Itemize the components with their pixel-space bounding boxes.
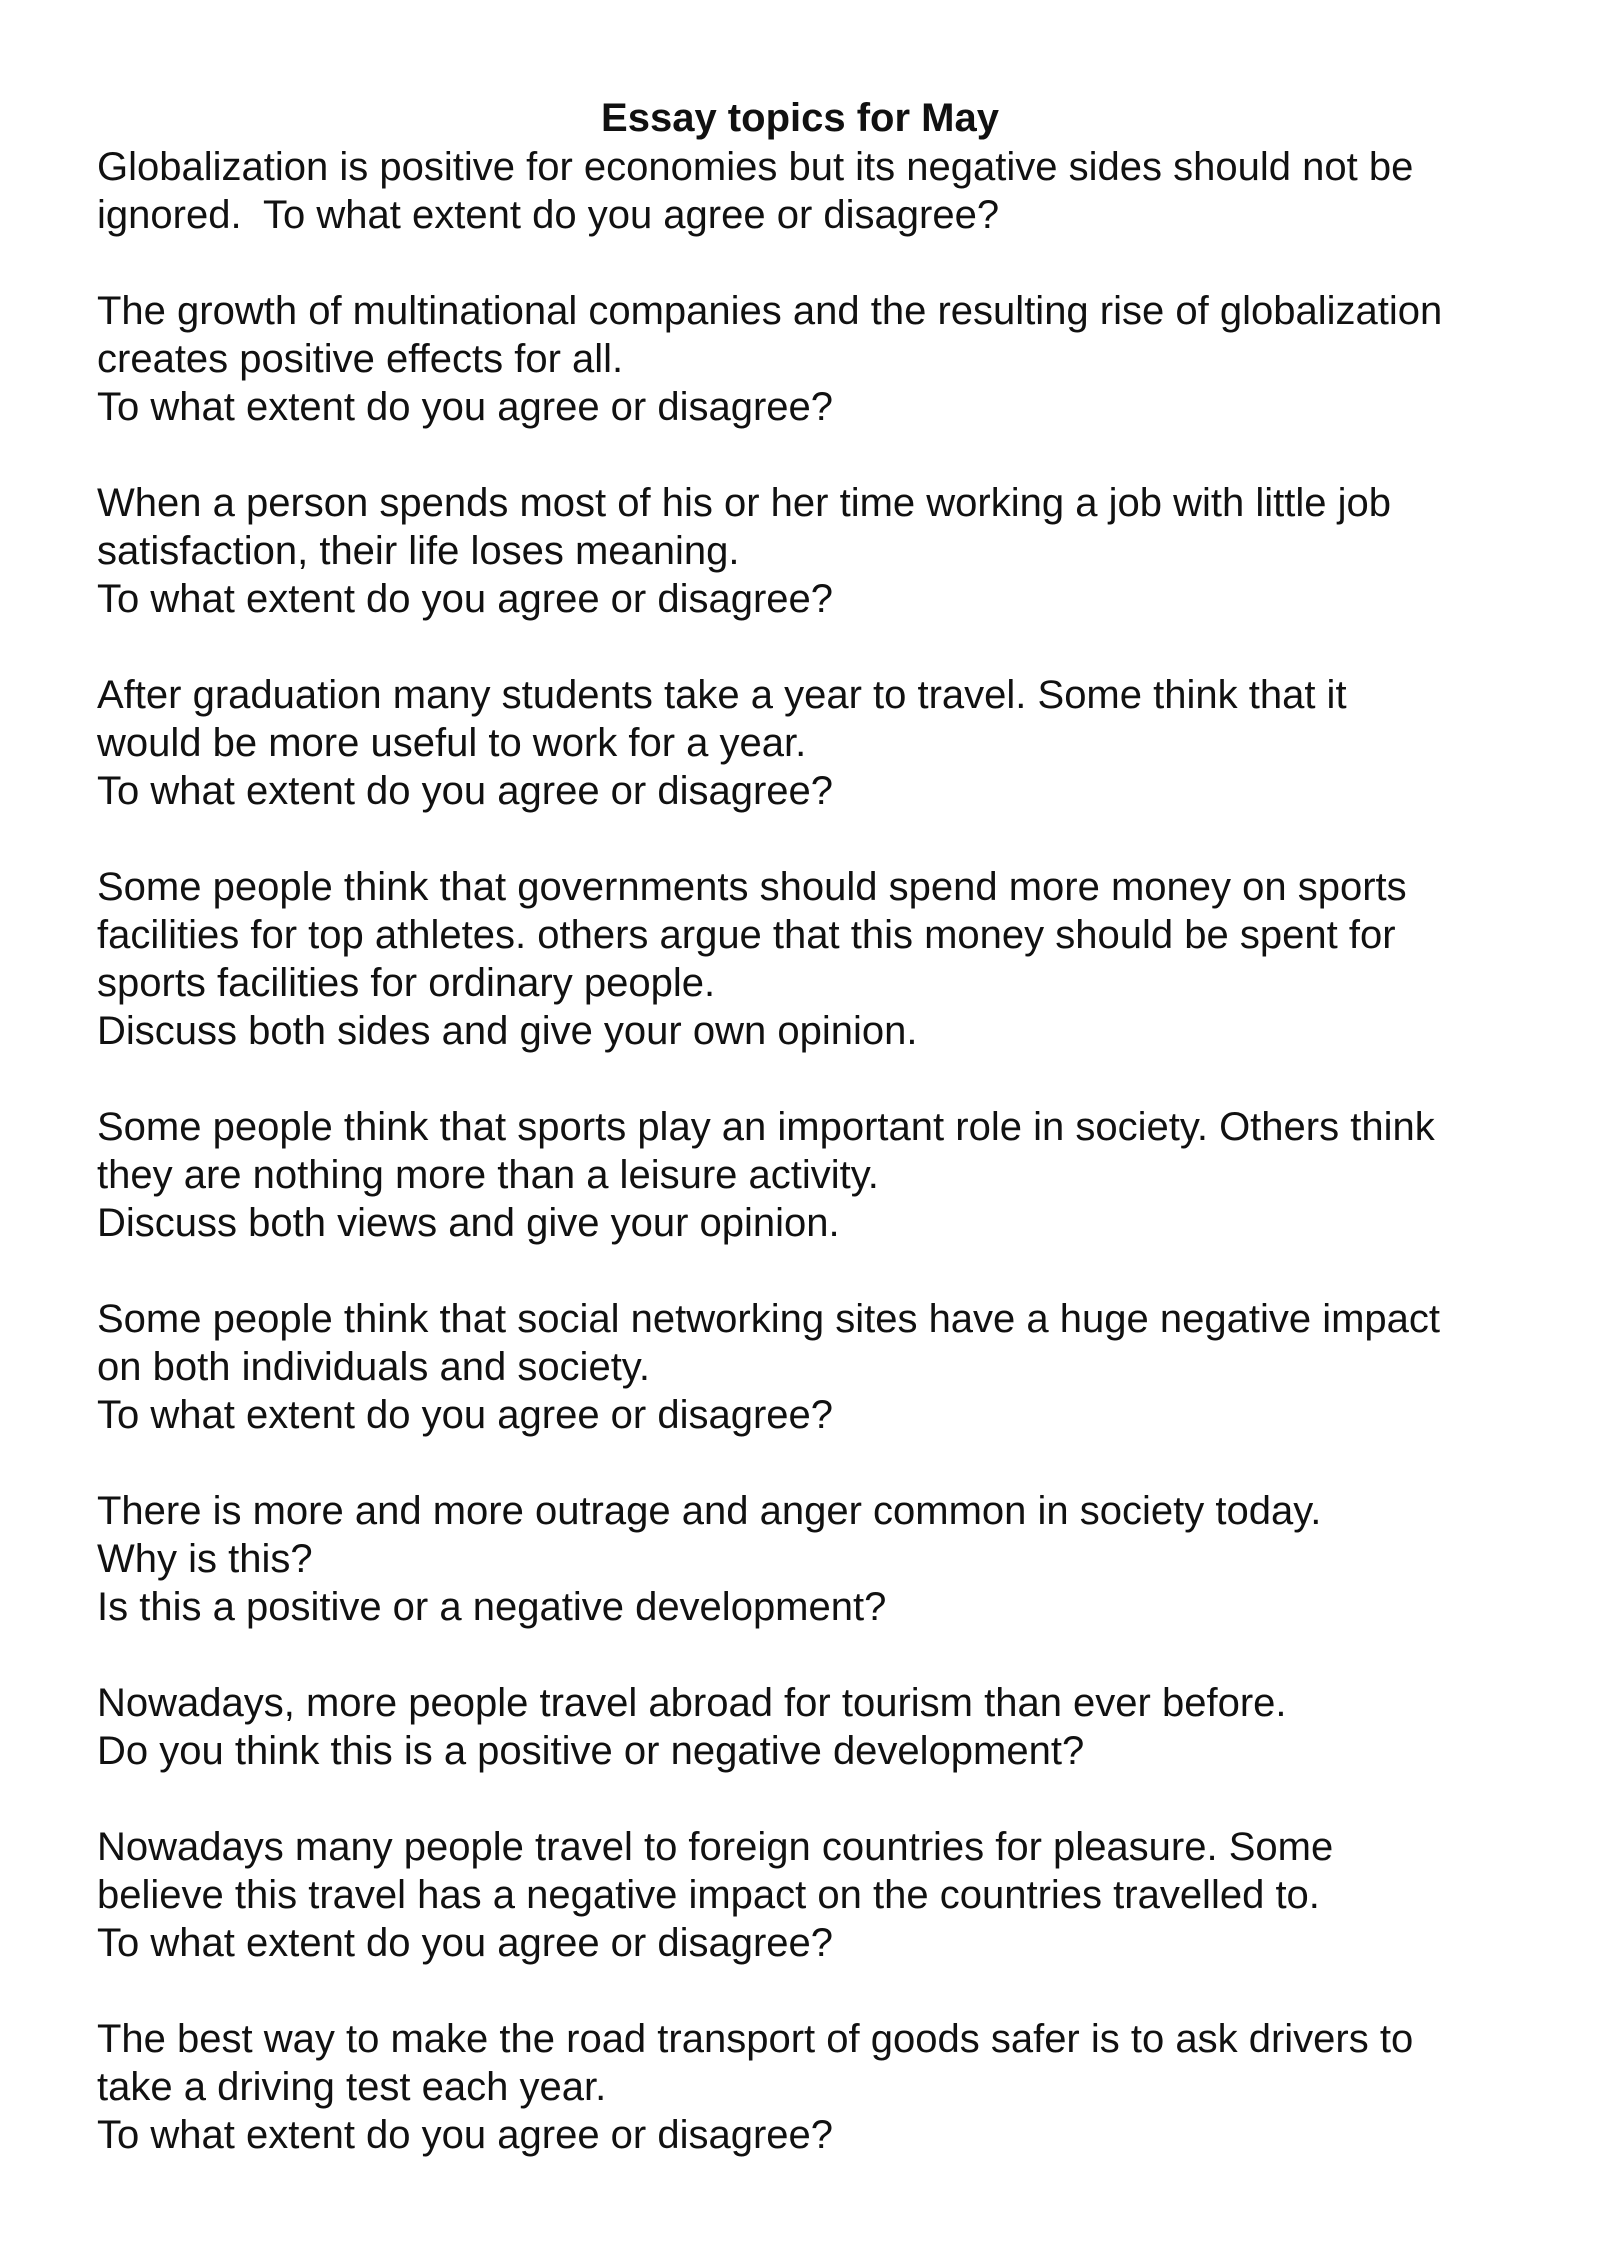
topic-line: When a person spends most of his or her time working a job with little job xyxy=(97,481,1391,525)
essay-topic xyxy=(97,863,1557,1055)
topic-line: The best way to make the road transport of goods safer is to ask drivers to xyxy=(97,2017,1414,2061)
topic-line: satisfaction, their life loses meaning. xyxy=(97,529,740,573)
topic-line: facilities for top athletes. others argue that this money should be spent for xyxy=(97,913,1396,957)
topic-line: Discuss both views and give your opinion. xyxy=(97,1201,840,1245)
essay-topic xyxy=(97,671,1557,815)
topic-line: creates positive effects for all. xyxy=(97,337,624,381)
topic-line: ignored. To what extent do you agree or disagree? xyxy=(97,193,1000,237)
essay-topic xyxy=(97,1103,1557,1247)
topic-line: they are nothing more than a leisure activity. xyxy=(97,1153,879,1197)
topic-line: sports facilities for ordinary people. xyxy=(97,961,716,1005)
topic-line: Why is this? xyxy=(97,1537,313,1581)
essay-topic xyxy=(97,1679,1557,1775)
topic-line: After graduation many students take a year to travel. Some think that it xyxy=(97,673,1347,717)
topic-line: would be more useful to work for a year. xyxy=(97,721,807,765)
essay-topic xyxy=(97,1823,1557,1967)
topic-line: Some people think that social networking sites have a huge negative impact xyxy=(97,1297,1441,1341)
essay-topic xyxy=(97,2015,1557,2159)
topic-line: Nowadays many people travel to foreign countries for pleasure. Some xyxy=(97,1825,1334,1869)
topic-line: To what extent do you agree or disagree? xyxy=(97,2113,834,2157)
topic-line: To what extent do you agree or disagree? xyxy=(97,1921,834,1965)
topic-line: Globalization is positive for economies but its negative sides should not be xyxy=(97,145,1414,189)
essay-topic xyxy=(97,287,1557,431)
essay-topic xyxy=(97,1487,1557,1631)
topic-line: Nowadays, more people travel abroad for tourism than ever before. xyxy=(97,1681,1287,1725)
topic-line: believe this travel has a negative impact on the countries travelled to. xyxy=(97,1873,1320,1917)
topic-line: take a driving test each year. xyxy=(97,2065,607,2109)
topic-line: The growth of multinational companies and the resulting rise of globalization xyxy=(97,289,1443,333)
topic-line: Some people think that sports play an important role in society. Others think xyxy=(97,1105,1435,1149)
document-title: Essay topics for May xyxy=(601,96,999,140)
topic-line: Some people think that governments should spend more money on sports xyxy=(97,865,1407,909)
essay-topic xyxy=(97,479,1557,623)
topic-line: To what extent do you agree or disagree? xyxy=(97,1393,834,1437)
topic-line: To what extent do you agree or disagree? xyxy=(97,385,834,429)
essay-topic xyxy=(97,1295,1557,1439)
topic-line: Discuss both sides and give your own opinion. xyxy=(97,1009,918,1053)
topic-list xyxy=(97,143,1557,2207)
topic-line: on both individuals and society. xyxy=(97,1345,650,1389)
essay-topic xyxy=(97,143,1557,239)
topic-line: Do you think this is a positive or negative development? xyxy=(97,1729,1085,1773)
topic-line: There is more and more outrage and anger common in society today. xyxy=(97,1489,1322,1533)
topic-line: Is this a positive or a negative development? xyxy=(97,1585,887,1629)
topic-line: To what extent do you agree or disagree? xyxy=(97,769,834,813)
topic-line: To what extent do you agree or disagree? xyxy=(97,577,834,621)
